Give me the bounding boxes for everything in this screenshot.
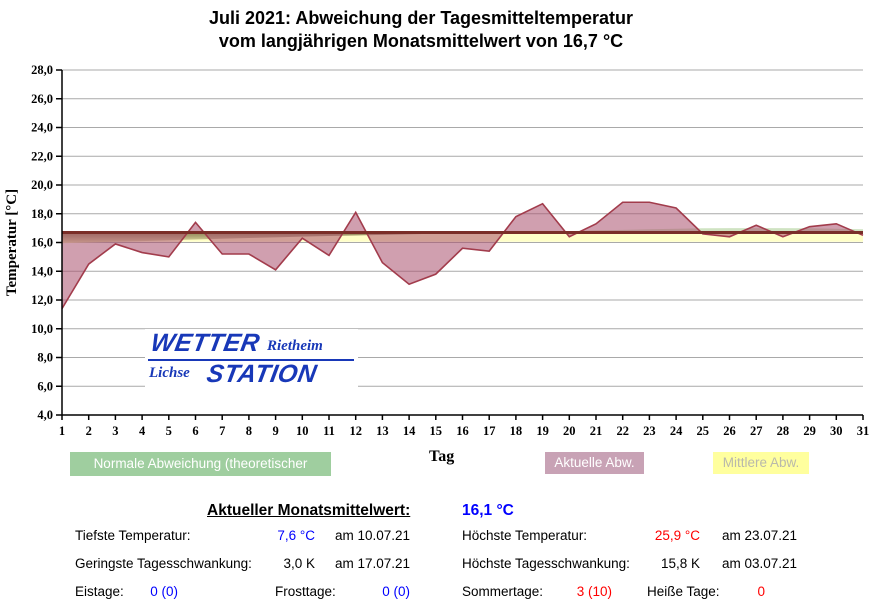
monthly-mean-label: Aktueller Monatsmittelwert: (207, 502, 411, 519)
x-tick-label: 10 (296, 424, 309, 438)
x-tick-label: 12 (349, 424, 362, 438)
x-tick-label: 4 (138, 424, 146, 438)
x-tick-label: 30 (830, 424, 843, 438)
x-axis-title: Tag (429, 448, 455, 465)
highest-temp-label: Höchste Temperatur: (462, 528, 588, 543)
x-tick-label: 5 (165, 424, 172, 438)
y-tick-label: 26,0 (31, 91, 53, 106)
y-tick-label: 22,0 (31, 149, 53, 164)
y-tick-label: 20,0 (31, 178, 53, 192)
ice-days-label: Eistage: (75, 584, 124, 599)
logo-word-rietheim: Rietheim (267, 338, 323, 354)
x-tick-label: 26 (723, 424, 736, 438)
y-tick-label: 18,0 (31, 206, 53, 221)
chart-title (0, 7, 842, 53)
x-tick-label: 18 (509, 424, 523, 438)
x-tick-label: 7 (219, 424, 226, 438)
x-tick-label: 19 (536, 424, 549, 438)
summer-days-value: 3 (10) (576, 584, 612, 599)
frost-days-value: 0 (0) (382, 584, 410, 599)
x-tick-label: 22 (616, 424, 629, 438)
x-tick-label: 21 (589, 424, 603, 438)
largest-range-label: Höchste Tagesschwankung: (462, 556, 630, 571)
smallest-range-label: Geringste Tagesschwankung: (75, 556, 252, 571)
hot-days-value: 0 (757, 584, 765, 599)
largest-range-date: am 03.07.21 (722, 556, 798, 571)
x-tick-label: 13 (376, 424, 389, 438)
y-tick-label: 10,0 (31, 321, 53, 336)
x-tick-label: 31 (856, 424, 870, 438)
y-axis-title: Temperatur [°C] (4, 188, 20, 297)
smallest-range-value: 3,0 K (283, 556, 315, 571)
x-tick-label: 16 (456, 424, 469, 438)
monthly-mean-value: 16,1 °C (462, 502, 514, 519)
lowest-temp-value: 7,6 °C (277, 528, 315, 543)
highest-temp-date: am 23.07.21 (722, 528, 798, 543)
x-tick-label: 6 (192, 424, 199, 438)
chart-title-line1: Juli 2021: Abweichung der Tagesmitteltemperatur (208, 8, 634, 28)
x-tick-label: 27 (749, 424, 763, 438)
logo-word-station: STATION (204, 360, 320, 388)
smallest-range-date: am 17.07.21 (335, 556, 411, 571)
x-tick-label: 23 (643, 424, 656, 438)
highest-temp-value: 25,9 °C (654, 528, 700, 543)
y-tick-label: 4,0 (37, 408, 53, 422)
x-tick-label: 14 (402, 424, 416, 438)
x-tick-label: 17 (482, 424, 496, 438)
y-tick-label: 8,0 (37, 350, 53, 365)
actual-deviation-area (62, 202, 863, 308)
x-tick-label: 9 (272, 424, 279, 438)
y-tick-label: 6,0 (37, 379, 53, 394)
actual-temperature-curve (62, 202, 863, 308)
ice-days-value: 0 (0) (150, 584, 178, 599)
lowest-temp-label: Tiefste Temperatur: (75, 528, 191, 543)
y-tick-label: 16,0 (31, 235, 53, 250)
x-tick-label: 29 (803, 424, 816, 438)
legend-actual-deviation: Aktuelle Abw. (545, 452, 644, 474)
x-tick-label: 11 (323, 424, 335, 438)
logo-word-wetter: WETTER (148, 329, 263, 357)
y-tick-label: 28,0 (31, 63, 53, 77)
chart-title-line2: vom langjährigen Monatsmittelwert von 16,7 °C (218, 31, 624, 51)
x-tick-label: 2 (85, 424, 92, 438)
x-tick-label: 8 (245, 424, 253, 438)
summer-days-label: Sommertage: (462, 584, 544, 599)
legend-mean-deviation: Mittlere Abw. (713, 452, 809, 474)
logo-word-lichse: Lichse (149, 365, 190, 381)
legend-normal-deviation: Normale Abweichung (theoretischer Verlauf) (70, 452, 331, 476)
x-tick-label: 25 (696, 424, 710, 438)
x-tick-label: 15 (429, 424, 443, 438)
y-tick-label: 14,0 (31, 264, 53, 279)
lowest-temp-date: am 10.07.21 (335, 528, 411, 543)
x-tick-label: 28 (776, 424, 790, 438)
wetterstation-logo (145, 329, 358, 387)
x-tick-label: 1 (58, 424, 66, 438)
x-tick-label: 3 (112, 424, 119, 438)
largest-range-value: 15,8 K (660, 556, 700, 571)
y-tick-label: 12,0 (31, 293, 53, 307)
hot-days-label: Heiße Tage: (647, 584, 720, 599)
frost-days-label: Frosttage: (275, 584, 336, 599)
temperature-deviation-chart (0, 60, 874, 450)
x-tick-label: 24 (669, 424, 683, 438)
x-tick-label: 20 (563, 424, 576, 438)
y-tick-label: 24,0 (31, 120, 53, 135)
